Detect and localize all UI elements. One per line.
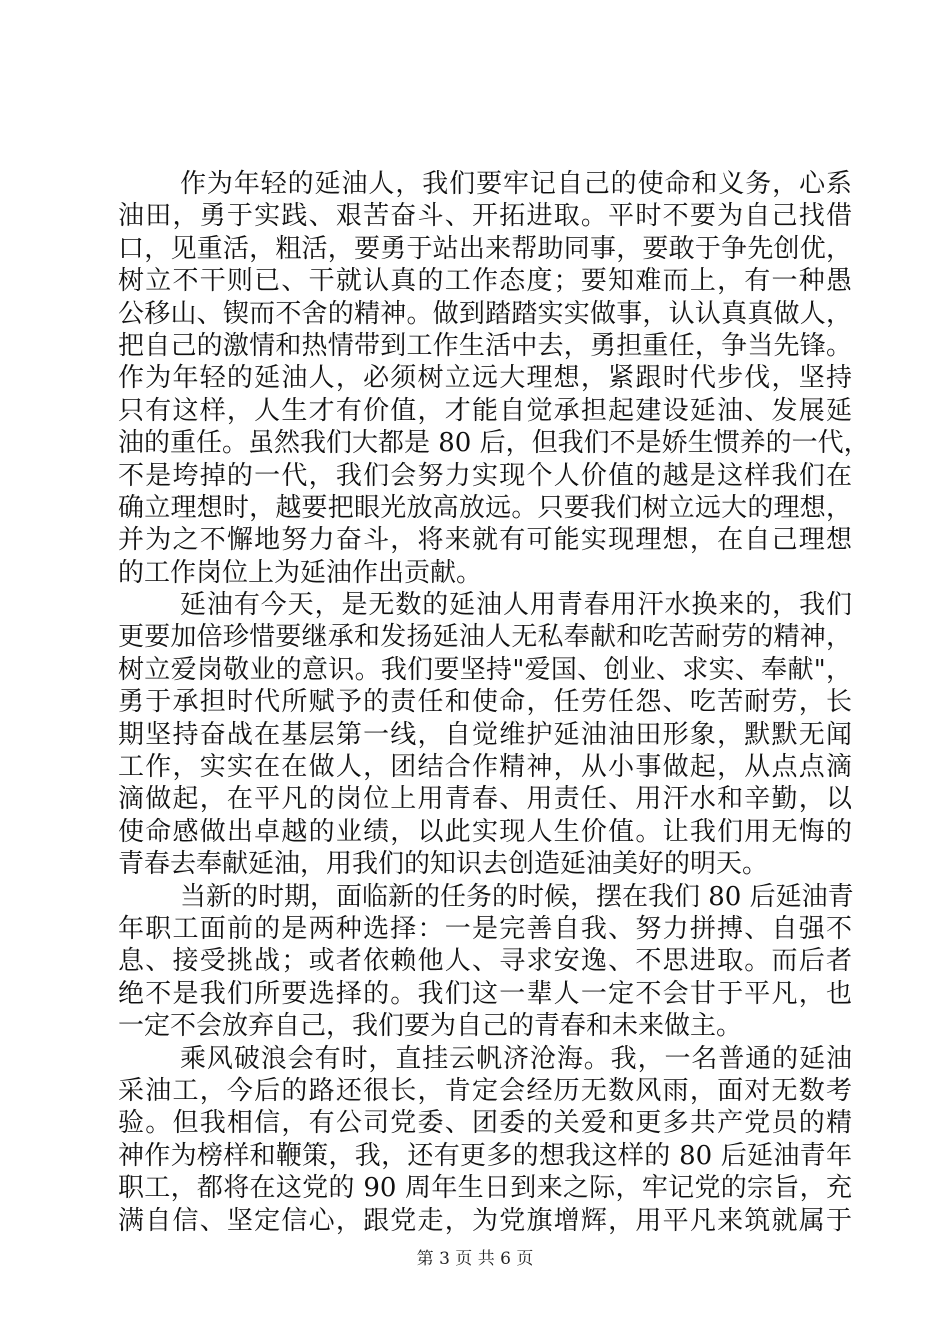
text-line: 并为之不懈地努力奋斗，将来就有可能实现理想，在自己理想: [118, 525, 852, 556]
text-line: 当新的时期，面临新的任务的时候，摆在我们 80 后延油青: [180, 881, 854, 912]
text-line: 息、接受挑战；或者依赖他人、寻求安逸、不思进取。而后者: [118, 946, 852, 977]
text-line: 不是垮掉的一代，我们会努力实现个人价值的越是这样我们在: [118, 460, 852, 491]
text-line: 作为年轻的延油人，必须树立远大理想，紧跟时代步伐，坚持: [118, 363, 852, 394]
text-line: 油的重任。虽然我们大都是 80 后，但我们不是娇生惯养的一代，: [118, 428, 870, 459]
text-line: 树立不干则已、干就认真的工作态度；要知难而上，有一种愚: [118, 266, 852, 297]
page-footer: 第 3 页 共 6 页: [416, 1249, 534, 1269]
text-line: 神作为榜样和鞭策，我，还有更多的想我这样的 80 后延油青年: [118, 1140, 852, 1171]
text-line: 口，见重活，粗活，要勇于站出来帮助同事，要敢于争先创优，: [118, 233, 852, 264]
text-line: 确立理想时，越要把眼光放高放远。只要我们树立远大的理想，: [118, 492, 852, 523]
text-line: 树立爱岗敬业的意识。我们要坚持"爱国、创业、求实、奉献"，: [118, 654, 852, 685]
text-line: 工作，实实在在做人，团结合作精神，从小事做起，从点点滴: [118, 752, 852, 783]
text-line: 采油工，今后的路还很长，肯定会经历无数风雨，面对无数考: [118, 1075, 852, 1106]
text-line: 绝不是我们所要选择的。我们这一辈人一定不会甘于平凡，也: [118, 978, 852, 1009]
text-line: 职工，都将在这党的 90 周年生日到来之际，牢记党的宗旨，充: [118, 1173, 852, 1204]
text-line: 勇于承担时代所赋予的责任和使命，任劳任怨、吃苦耐劳，长: [118, 687, 852, 718]
text-line: 滴做起，在平凡的岗位上用青春、用责任、用汗水和辛勤，以: [118, 784, 852, 815]
text-line: 一定不会放弃自己，我们要为自己的青春和未来做主。: [118, 1011, 743, 1042]
text-line: 把自己的激情和热情带到工作生活中去，勇担重任，争当先锋。: [118, 330, 852, 361]
text-line: 油田，勇于实践、艰苦奋斗、开拓进取。平时不要为自己找借: [118, 201, 852, 232]
text-line: 青春去奉献延油，用我们的知识去创造延油美好的明天。: [118, 849, 769, 880]
text-line: 验。但我相信，有公司党委、团委的关爱和更多共产党员的精: [118, 1108, 852, 1139]
text-line: 延油有今天，是无数的延油人用青春用汗水换来的，我们: [180, 590, 852, 621]
text-line: 更要加倍珍惜要继承和发扬延油人无私奉献和吃苦耐劳的精神，: [118, 622, 852, 653]
text-line: 期坚持奋战在基层第一线，自觉维护延油油田形象，默默无闻: [118, 719, 852, 750]
text-line: 的工作岗位上为延油作出贡献。: [118, 557, 483, 588]
text-line: 年职工面前的是两种选择：一是完善自我、努力拼搏、自强不: [118, 913, 852, 944]
body-text: [118, 168, 870, 1237]
text-line: 作为年轻的延油人，我们要牢记自己的使命和义务，心系: [180, 169, 852, 199]
text-line: 满自信、坚定信心，跟党走，为党旗增辉，用平凡来筑就属于: [118, 1205, 852, 1236]
text-line: 乘风破浪会有时，直挂云帆济沧海。我，一名普通的延油: [180, 1043, 852, 1074]
text-line: 只有这样，人生才有价值，才能自觉承担起建设延油、发展延: [118, 395, 852, 426]
text-line: 使命感做出卓越的业绩，以此实现人生价值。让我们用无悔的: [118, 816, 852, 847]
text-line: 公移山、锲而不舍的精神。做到踏踏实实做事，认认真真做人，: [118, 298, 852, 329]
